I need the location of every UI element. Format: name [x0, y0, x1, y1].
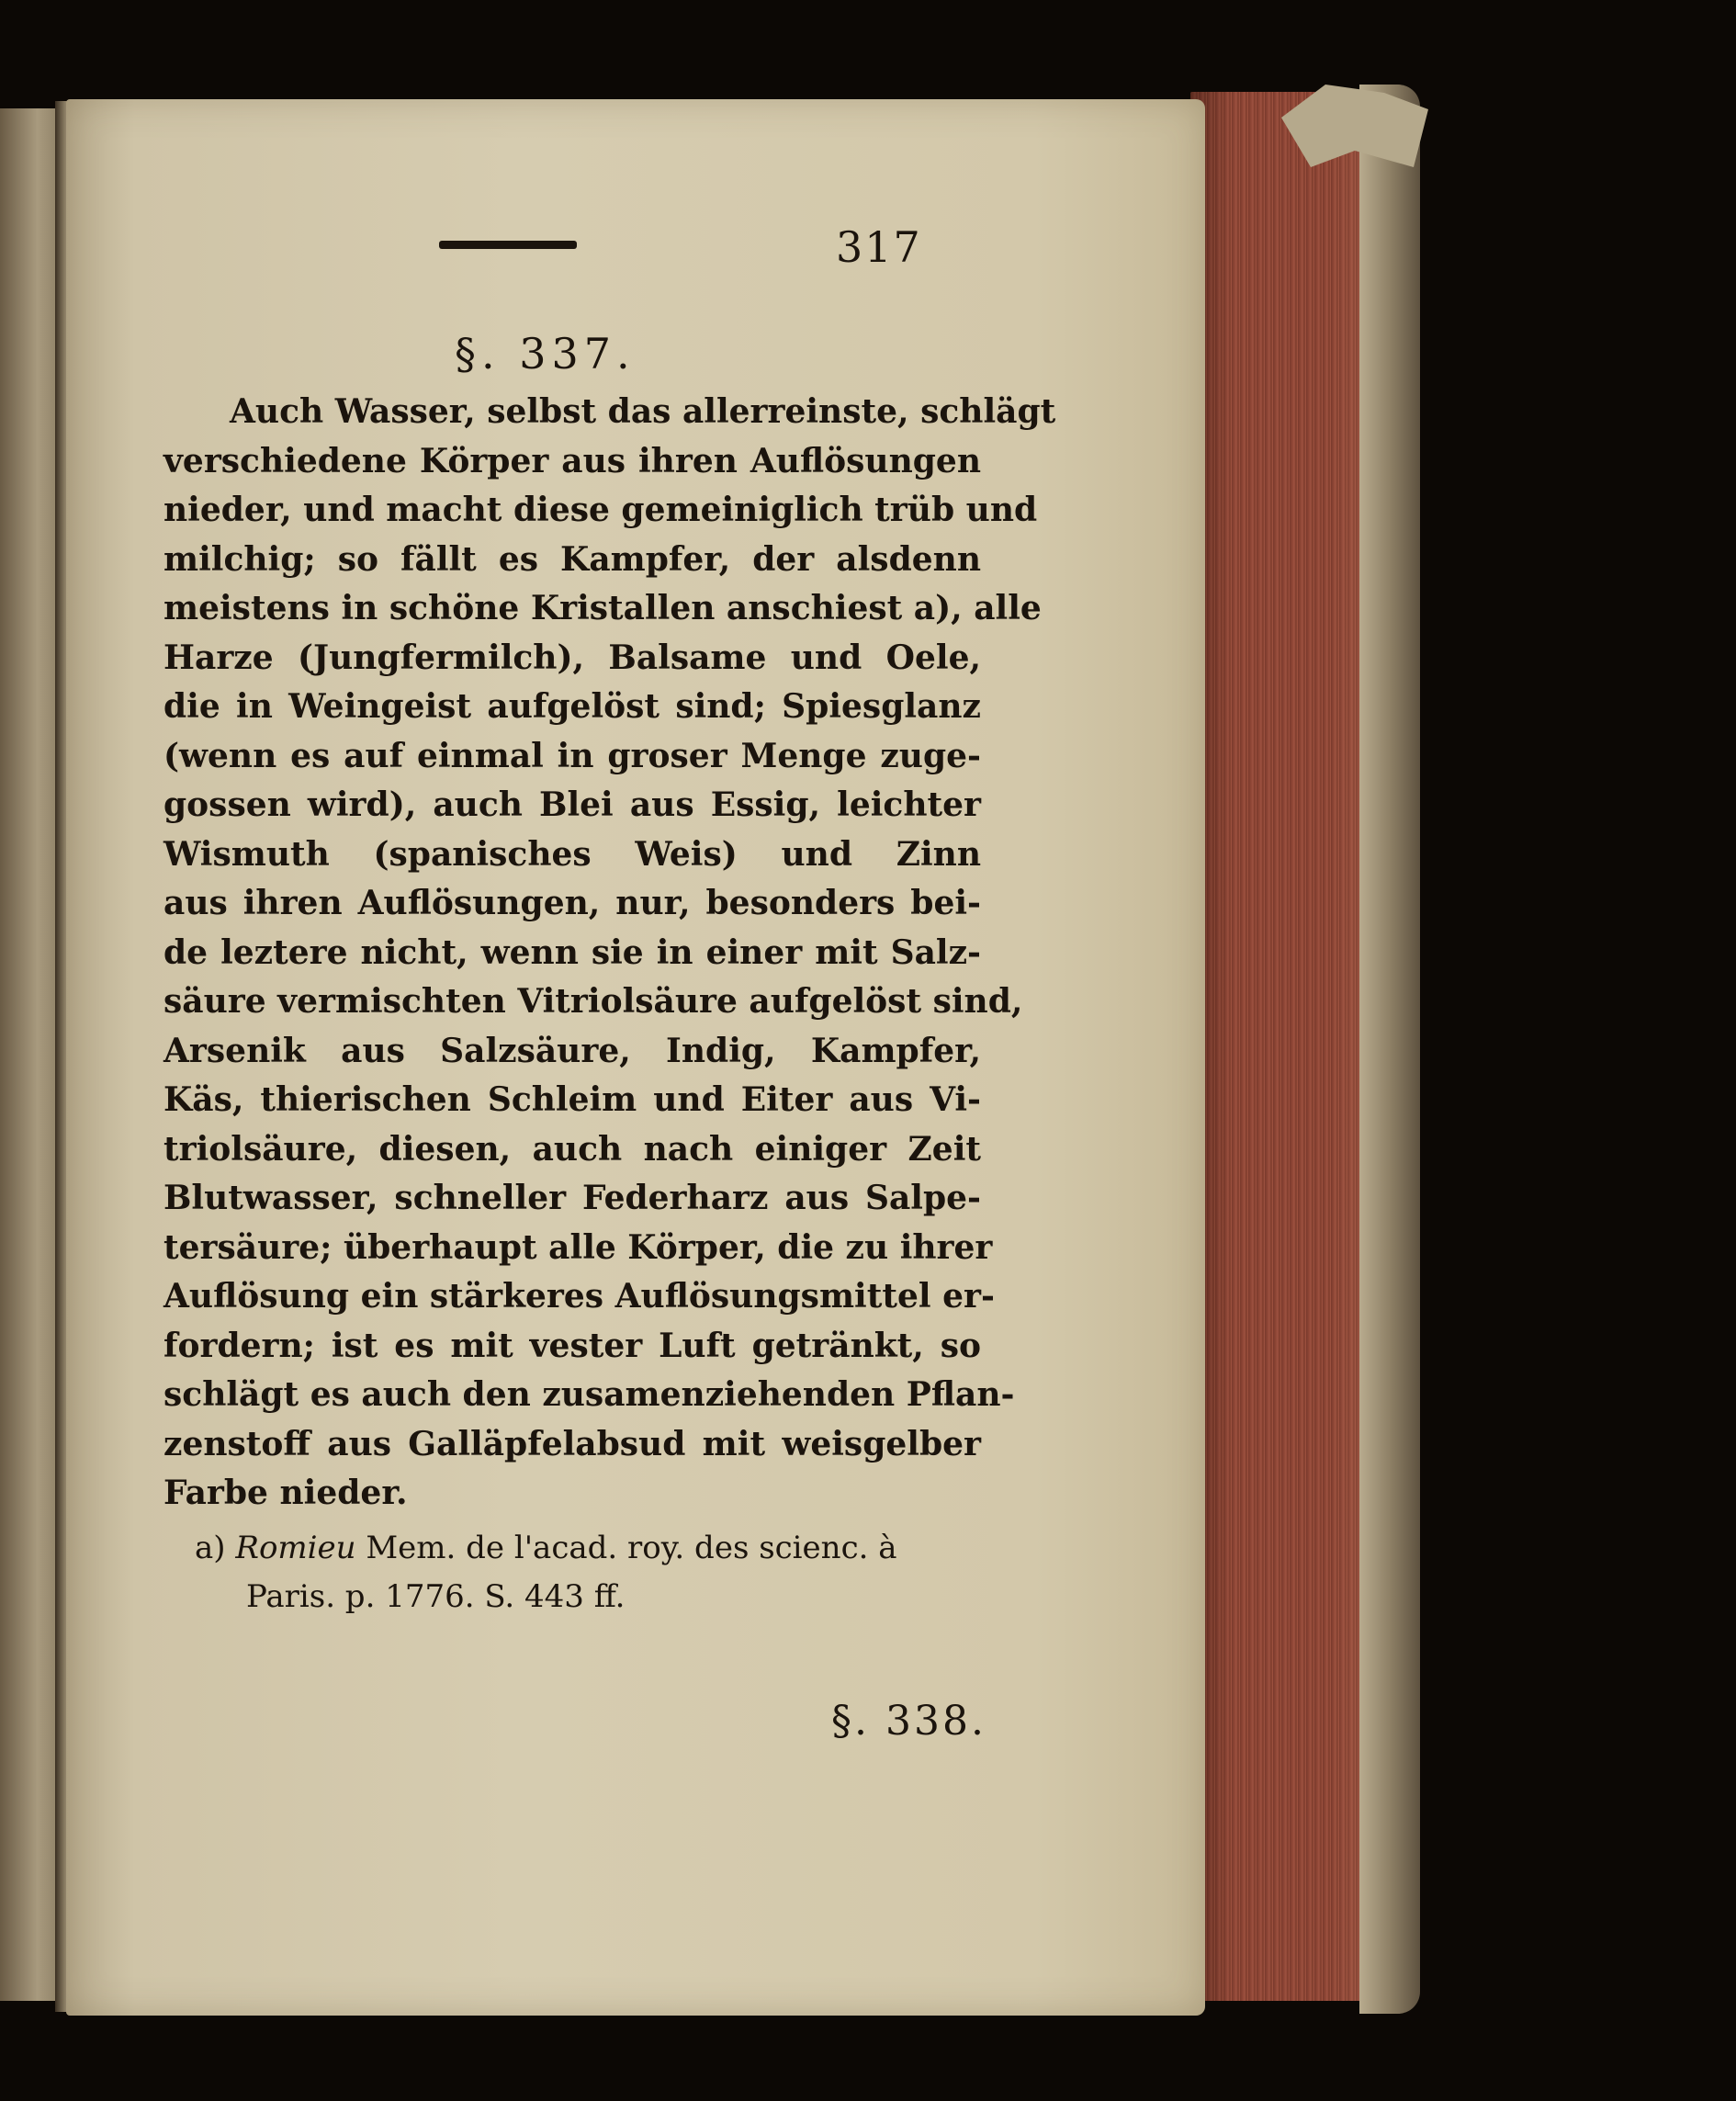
body-line: zenstoff aus Galläpfelabsud mit weisgelber — [163, 1424, 981, 1463]
body-line: Arsenik aus Salzsäure, Indig, Kampfer, — [163, 1031, 981, 1070]
body-line: aus ihren Auflösungen, nur, besonders bei- — [163, 884, 981, 922]
footnote-line-2: Paris. p. 1776. S. 443 ff. — [246, 1578, 626, 1615]
body-line: (wenn es auf einmal in groser Menge zuge- — [163, 736, 981, 775]
body-line: Auch Wasser, selbst das allerreinste, schlägt — [230, 392, 1056, 431]
body-line: milchig; so fällt es Kampfer, der alsdenn — [163, 539, 981, 579]
catchword: §. 338. — [831, 1698, 986, 1745]
body-line: säure vermischten Vitriolsäure aufgelöst sind, — [163, 982, 1023, 1021]
body-line: Käs, thierischen Schleim und Eiter aus Vi- — [163, 1080, 981, 1119]
body-line: die in Weingeist aufgelöst sind; Spiesglanz — [163, 687, 981, 726]
body-line: triolsäure, diesen, auch nach einiger Zeit — [163, 1129, 981, 1169]
footnote-author: Romieu — [235, 1530, 356, 1566]
body-line: Harze (Jungfermilch), Balsame und Oele, — [163, 638, 981, 677]
page-number: 317 — [836, 222, 922, 272]
footnote-line-1: a) Romieu Mem. de l'acad. roy. des scienc. à — [195, 1530, 897, 1566]
body-line: Auflösung ein stärkeres Auflösungsmittel er- — [163, 1277, 995, 1316]
body-line: schlägt es auch den zusamenziehenden Pflan- — [163, 1375, 1015, 1414]
body-line: nieder, und macht diese gemeiniglich trüb und — [163, 491, 1038, 529]
body-line: fordern; ist es mit vester Luft getränkt, so — [163, 1326, 981, 1365]
back-cover-edge — [1359, 85, 1420, 2014]
body-line: Blutwasser, schneller Federharz aus Salpe- — [163, 1179, 981, 1217]
bleed-through-text-2 — [276, 1700, 287, 1742]
header-rule — [439, 241, 577, 249]
body-line: Wismuth (spanisches Weis) und Zinn — [163, 834, 981, 874]
body-line: gossen wird), auch Blei aus Essig, leichter — [163, 785, 981, 824]
body-line: meistens in schöne Kristallen anschiest a), alle — [163, 589, 1042, 627]
body-line: verschiedene Körper aus ihren Auflösungen — [163, 441, 981, 480]
section-heading: §. 337. — [455, 329, 636, 378]
body-line: Farbe nieder. — [163, 1474, 408, 1512]
previous-page-edge — [0, 108, 62, 2001]
body-line: de leztere nicht, wenn sie in einer mit Salz- — [163, 932, 981, 972]
body-line: tersäure; überhaupt alle Körper, die zu ihrer — [163, 1227, 993, 1267]
